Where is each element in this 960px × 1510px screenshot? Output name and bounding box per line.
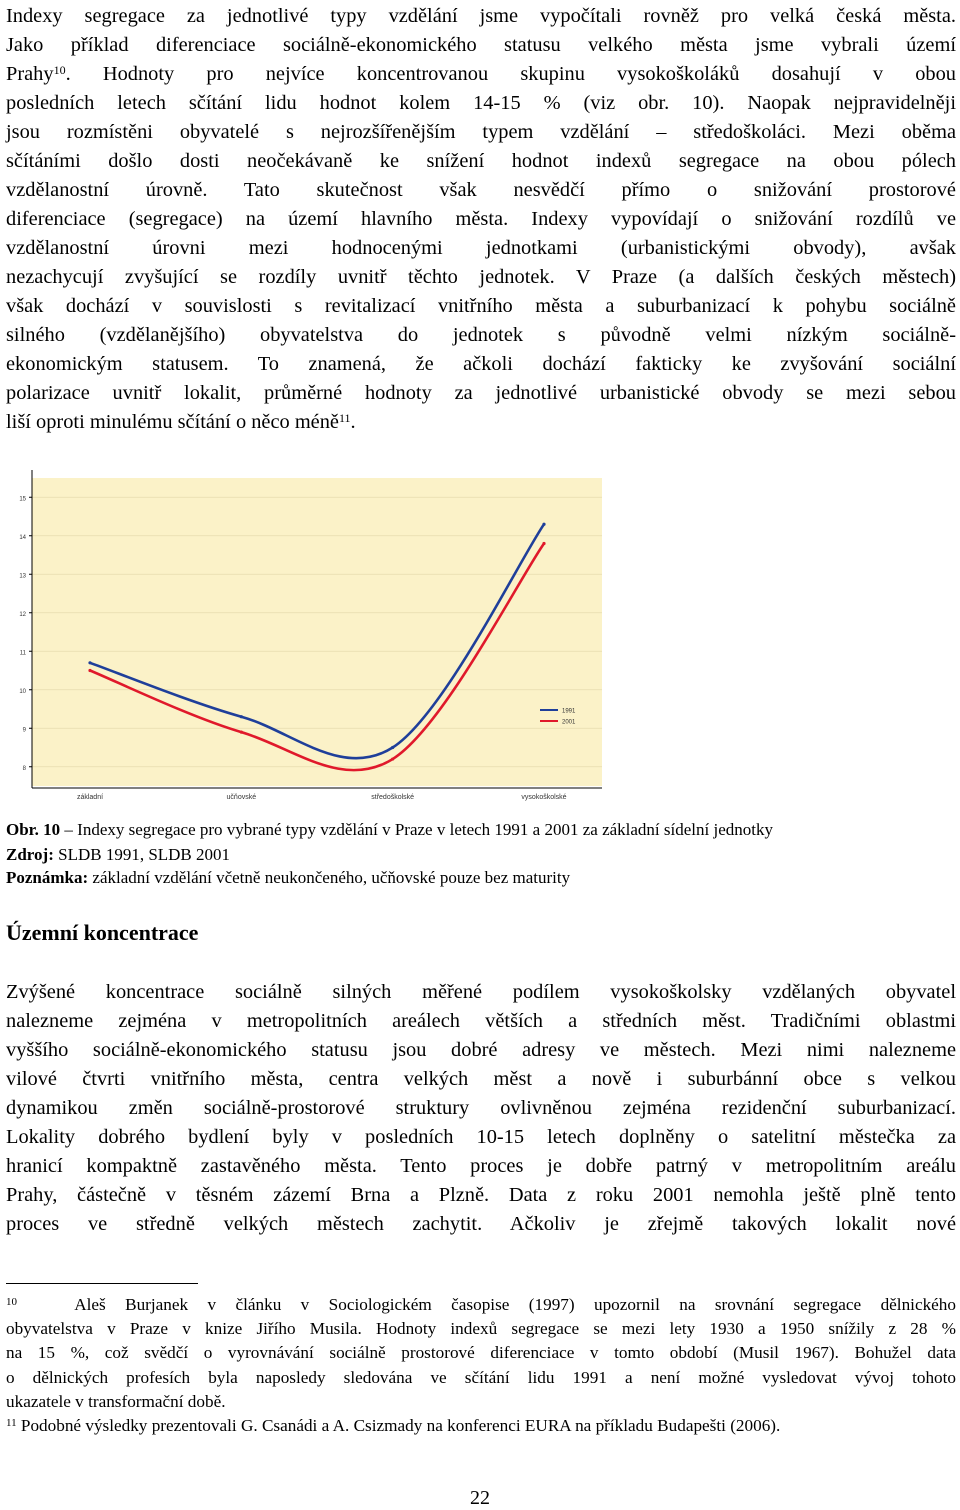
y-tick-label: 12 [19,611,26,618]
plot-area [32,478,602,786]
segregation-index-chart [0,458,610,808]
paragraph-territorial-concentration [6,978,956,1239]
figure-note [6,867,570,889]
x-tick-label: středoškolské [371,794,415,801]
text-line: proces ve středně velkých městech zachytit. Ačkoliv je zřejmě takových lokalit nové [6,1213,956,1235]
text-fragment: liší oproti minulému sčítání o něco méně [6,411,339,433]
y-tick-label: 8 [22,765,26,772]
footnote-line: obyvatelstva v Praze v knize Jiřího Musila. Hodnoty indexů segregace se mezi lety 1930 a 1950 snížily z 28 % [6,1319,956,1339]
text-line: nalezneme zejména v metropolitních areálech větších a středních měst. Tradičními oblastmi [6,1010,956,1032]
chart-svg [0,458,610,808]
footnote-number: 11 [6,1417,17,1429]
y-tick-label: 13 [19,573,26,580]
footnote-line [6,1414,956,1438]
source-label: Zdroj: [6,845,54,864]
footnote-line: o dělnických profesích byla naposledy sledována ve sčítání lidu 1991 a není možné vysledovat vývoj tohoto [6,1367,956,1387]
text-fragment: . [350,411,356,433]
page-number: 22 [470,1487,490,1509]
data-point [88,661,91,664]
data-point [240,715,243,718]
text-line: Zvýšené koncentrace sociálně silných měřené podílem vysokoškolsky vzdělaných obyvatel [6,981,956,1003]
note-text: základní vzdělání včetně neukončeného, učňovské pouze bez maturity [88,868,571,887]
data-point [88,669,91,672]
text-line: diferenciace (segregace) na území hlavního města. Indexy vypovídají o snižování rozdílů ve [6,208,956,230]
footnote-10 [6,1293,956,1414]
y-tick-label: 10 [19,688,26,695]
text-line: Jako příklad diferenciace sociálně-ekonomického statusu velkého města jsme vybrali území [6,34,956,56]
footnote-line [6,1293,956,1317]
footnote-divider [6,1283,198,1284]
x-ticks [77,794,567,801]
footnote-number: 10 [6,1296,17,1308]
section-heading: Územní koncentrace [6,920,199,945]
footnote-11 [6,1414,956,1438]
legend-label: 1991 [562,708,576,715]
paragraph-segregation-indices [6,2,956,437]
data-point [240,731,243,734]
text-line: nezachycují zvyšující se rozdíly uvnitř těchto jednotek. V Praze (a dalších českých městech) [6,266,956,288]
text-line: Prahy, částečně v těsném zázemí Brna a Plzně. Data z roku 2001 nemohla ještě plně tento [6,1184,956,1206]
source-text: SLDB 1991, SLDB 2001 [53,845,231,864]
text-line: hranicí kompaktně zastavěného města. Tento proces je dobře patrný v metropolitním areálu [6,1155,956,1177]
figure-source [6,844,230,866]
text-line: posledních letech sčítání lidu hodnot kolem 14-15 % (viz obr. 10). Naopak nejpravidelněji [6,92,956,114]
text-line [6,408,956,437]
text-line: Indexy segregace za jednotlivé typy vzdělání jsme vypočítali rovněž pro velká česká města. [6,5,956,27]
x-tick-label: základní [76,794,104,801]
caption-text: – Indexy segregace pro vybrané typy vzdělání v Praze v letech 1991 a 2001 za základní sídelní jednotky [60,820,773,839]
text-line: vyššího sociálně-ekonomického statusu jsou dobré adresy ve městech. Mezi nimi nalezneme [6,1039,956,1061]
text-line: vzdělanostní úrovně. Tato skutečnost však nesvědčí přímo o snižování prostorové [6,179,956,201]
text-line: Lokality dobrého bydlení byly v posledních 10-15 letech doplněny o satelitní městečka za [6,1126,956,1148]
footnote-ref-10[interactable]: 10 [53,63,66,77]
y-ticks [19,496,32,772]
text-fragment: Podobné výsledky prezentovali G. Csanádi a A. Csizmady na konferenci EURA na příkladu Budapešti (2006). [20,1416,781,1435]
text-line: dynamikou změn sociálně-prostorové struktury ovlivněnou zejména rezidenční suburbanizací. [6,1097,956,1119]
text-fragment: Prahy [6,63,54,85]
legend-label: 2001 [562,719,576,726]
text-line: vzdělanostní úrovni mezi hodnocenými jednotkami (urbanistickými obvody), avšak [6,237,956,259]
text-line: polarizace uvnitř lokalit, průměrné hodnoty za jednotlivé urbanistické obvody se mezi sebou [6,382,956,404]
footnote-ref-11[interactable]: 11 [338,411,351,425]
data-point [391,757,394,760]
text-fragment: Aleš Burjanek v článku v Sociologickém časopise (1997) upozornil na srovnání segregace dělnického [74,1295,956,1314]
text-line: ekonomickým statusem. To znamená, že ačkoli dochází fakticky ke zvyšování sociální [6,353,956,375]
data-point [542,542,545,545]
y-tick-label: 9 [22,727,26,734]
figure-caption [6,819,773,841]
text-line [6,60,956,89]
y-tick-label: 15 [19,496,26,503]
data-point [542,523,545,526]
text-fragment: . Hodnoty pro nejvíce koncentrovanou skupinu vysokoškoláků dosahují v obou [65,63,956,85]
text-line: silného (vzdělanějšího) obyvatelstva do jednotek s původně velmi nízkým sociálně- [6,324,956,346]
text-line: sčítáními došlo dosti neočekávaně ke snížení hodnot indexů segregace na obou pólech [6,150,956,172]
text-line: však dochází v souvislosti s revitalizací vnitřního města a suburbanizací k pohybu sociálně [6,295,956,317]
data-point [391,746,394,749]
x-tick-label: učňovské [226,794,257,801]
footnote-line: na 15 %, což svědčí o vyrovnávání sociálně prostorové diferenciace v tomto období (Musil 1967). Bohužel data [6,1343,956,1363]
y-tick-label: 11 [19,650,26,657]
x-tick-label: vysokoškolské [521,794,567,801]
y-tick-label: 14 [19,534,26,541]
caption-label: Obr. 10 [6,820,61,839]
footnote-line: ukazatele v transformační době. [6,1391,226,1411]
note-label: Poznámka: [6,868,89,887]
text-line: jsou rozmístěni obyvatelé s nejrozšířenějším typem vzdělání – středoškoláci. Mezi oběma [6,121,956,143]
text-line: vilové čtvrti vnitřního města, centra velkých měst a nově i suburbánní obce s velkou [6,1068,956,1090]
